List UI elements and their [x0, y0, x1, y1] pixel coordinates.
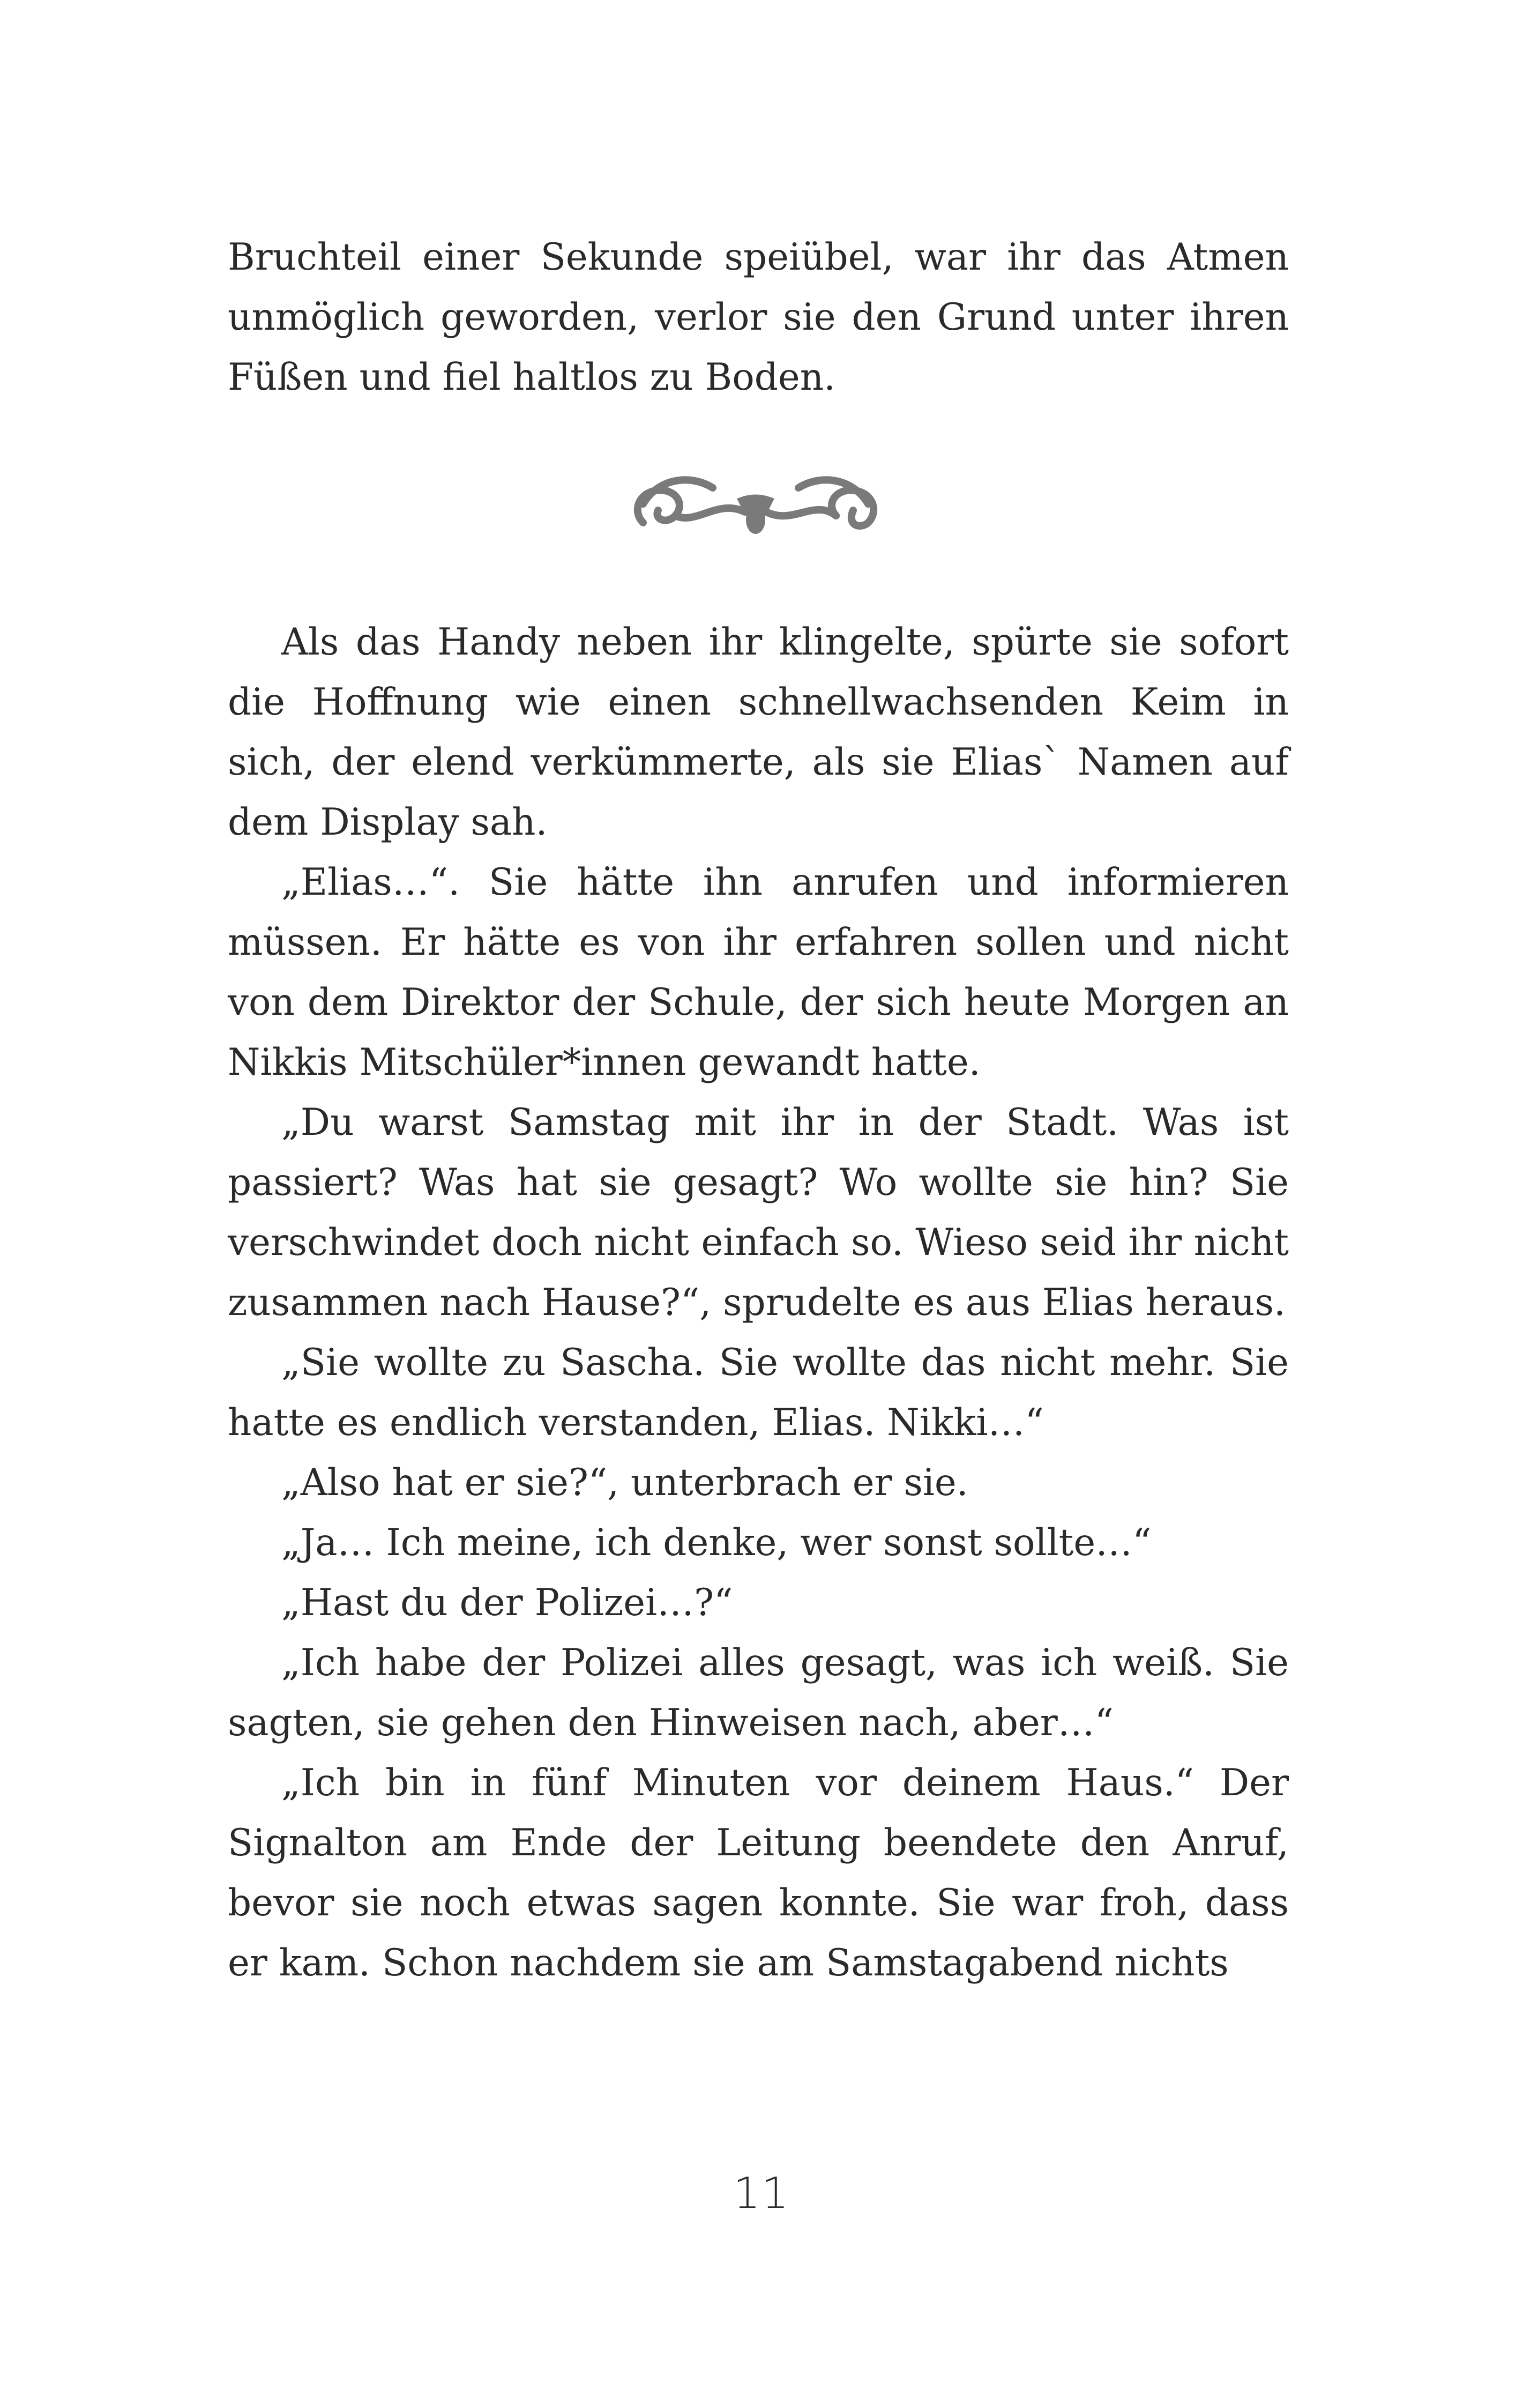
paragraph-2: „Elias…“. Sie hätte ihn anrufen und informieren müssen. Er hätte es von ihr erfahren sollen und nicht von dem Direktor der Schule, der sich heute Morgen an Nikkis Mitschüler*innen gewandt hatte.: [228, 861, 1289, 1084]
text-block-main: [228, 612, 1289, 1993]
paragraph-9: „Ich bin in fünf Minuten vor deinem Haus.“ Der Signalton am Ende der Leitung beendete den Anruf, bevor sie noch etwas sagen konnte. Sie war froh, dass er kam. Schon nachdem sie am Samstagabend nichts: [228, 1762, 1289, 1985]
paragraph-1: Als das Handy neben ihr klingelte, spürte sie sofort die Hoffnung wie einen schnellwachsenden Keim in sich, der elend verkümmerte, als sie Elias` Namen auf dem Display sah.: [228, 621, 1289, 844]
text-block-top: [228, 227, 1289, 407]
paragraph-8: „Ich habe der Polizei alles gesagt, was ich weiß. Sie sagten, sie gehen den Hinweisen nach, aber…“: [228, 1641, 1289, 1744]
paragraph-4: „Sie wollte zu Sascha. Sie wollte das nicht mehr. Sie hatte es endlich verstanden, Elias. Nikki…“: [228, 1341, 1289, 1444]
paragraph-6: „Ja… Ich meine, ich denke, wer sonst sollte…“: [281, 1521, 1152, 1564]
scroll-flourish-icon: [622, 466, 890, 552]
paragraph-5: „Also hat er sie?“, unterbrach er sie.: [281, 1461, 968, 1504]
page-number: 11: [733, 2168, 790, 2218]
paragraph-continuation: Bruchteil einer Sekunde speiübel, war ihr das Atmen unmöglich geworden, verlor sie den Grund unter ihren Füßen und fiel haltlos zu Boden.: [228, 236, 1289, 399]
paragraph-3: „Du warst Samstag mit ihr in der Stadt. Was ist passiert? Was hat sie gesagt? Wo wollte sie hin? Sie verschwindet doch nicht einfach so. Wieso seid ihr nicht zusammen nach Hause?“, sprudelte es aus Elias heraus.: [228, 1101, 1289, 1324]
paragraph-7: „Hast du der Polizei…?“: [281, 1581, 733, 1624]
